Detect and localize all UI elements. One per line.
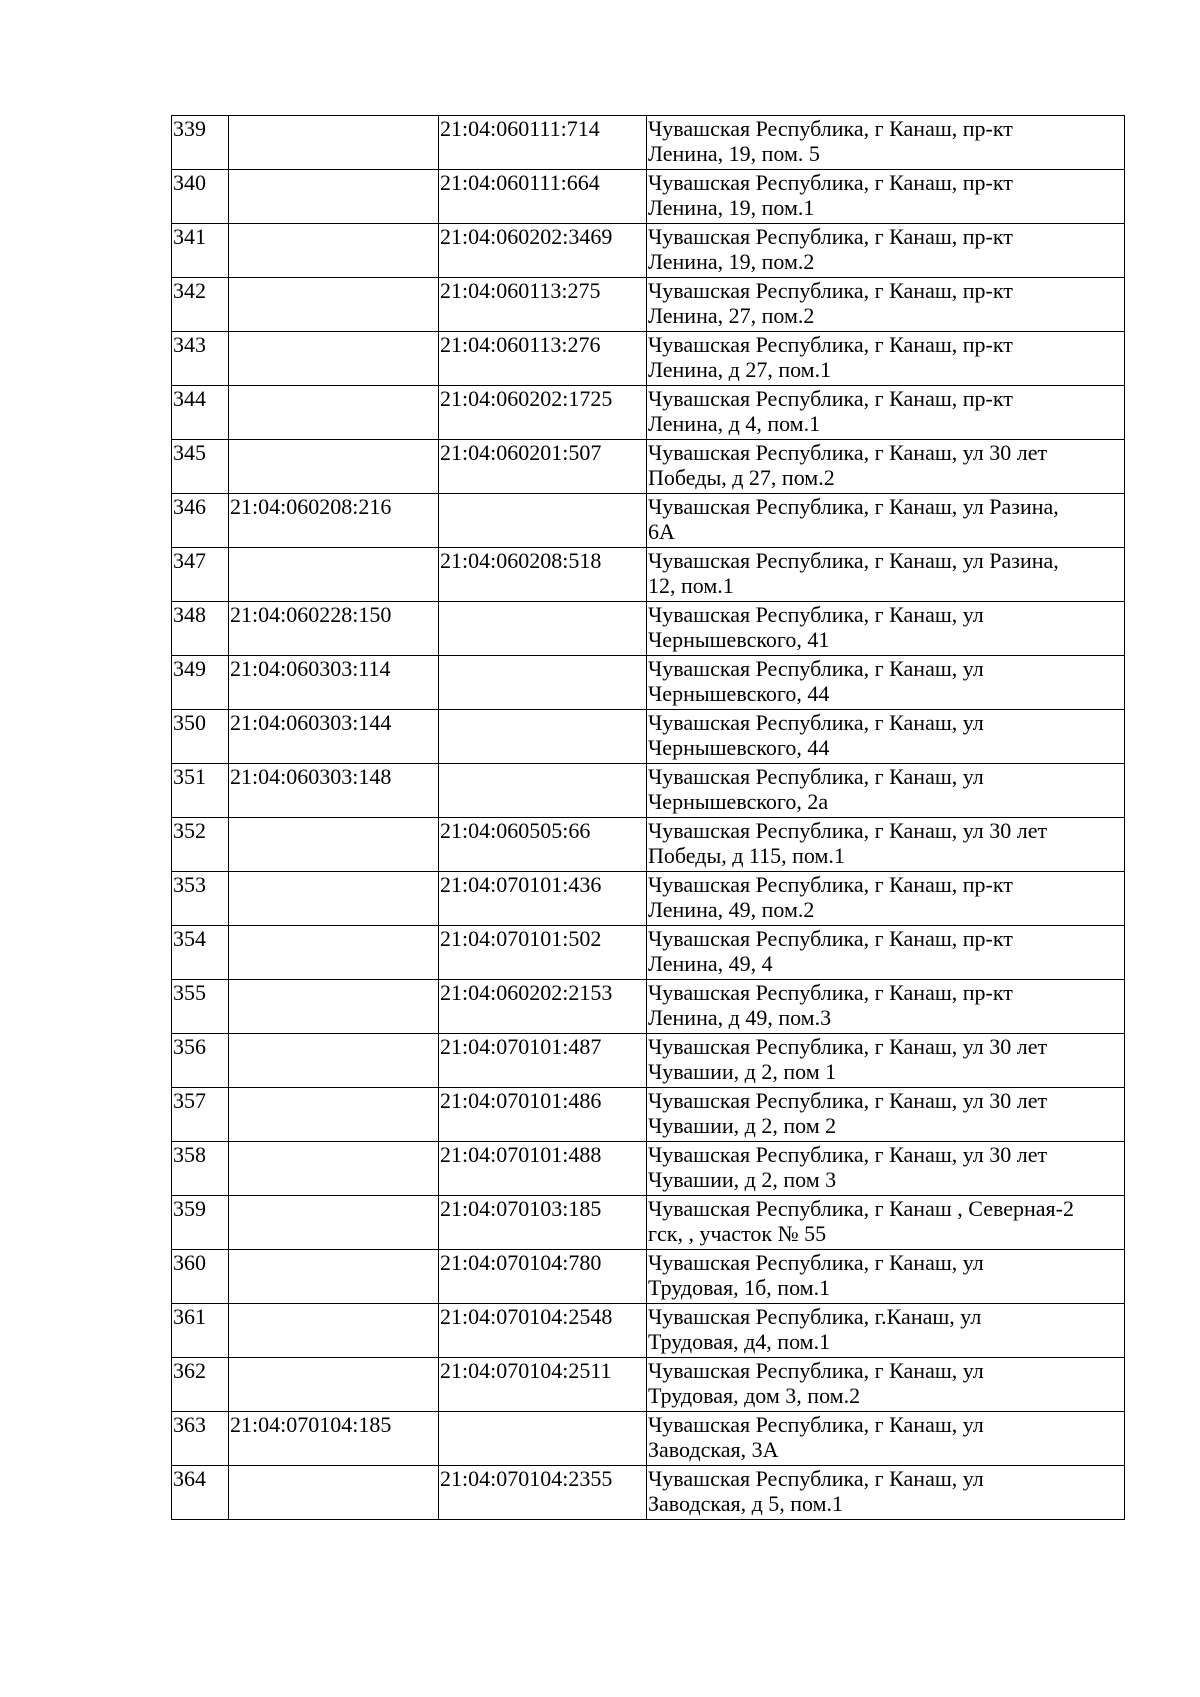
table-row xyxy=(172,1196,1125,1250)
row-number-cell: 357 xyxy=(172,1088,229,1142)
address-cell: Чувашская Республика, г Канаш, ул Трудовая, 1б, пом.1 xyxy=(647,1250,1125,1304)
land-cadastral-number-cell xyxy=(229,548,439,602)
object-cadastral-number-cell: 21:04:070103:185 xyxy=(439,1196,647,1250)
address-cell: Чувашская Республика, г Канаш, ул Трудовая, дом 3, пом.2 xyxy=(647,1358,1125,1412)
row-number-cell: 358 xyxy=(172,1142,229,1196)
land-cadastral-number-cell xyxy=(229,1196,439,1250)
address-cell: Чувашская Республика, г Канаш, ул 30 лет Чувашии, д 2, пом 3 xyxy=(647,1142,1125,1196)
row-number-cell: 361 xyxy=(172,1304,229,1358)
row-number-cell: 351 xyxy=(172,764,229,818)
row-number-cell: 354 xyxy=(172,926,229,980)
row-number-cell: 348 xyxy=(172,602,229,656)
address-cell: Чувашская Республика, г Канаш, пр-кт Ленина, д 27, пом.1 xyxy=(647,332,1125,386)
row-number-cell: 355 xyxy=(172,980,229,1034)
object-cadastral-number-cell xyxy=(439,764,647,818)
table-row xyxy=(172,116,1125,170)
land-cadastral-number-cell xyxy=(229,170,439,224)
object-cadastral-number-cell: 21:04:060113:275 xyxy=(439,278,647,332)
address-cell: Чувашская Республика, г Канаш, ул Разина, 12, пом.1 xyxy=(647,548,1125,602)
table-row xyxy=(172,224,1125,278)
row-number-cell: 359 xyxy=(172,1196,229,1250)
table-row xyxy=(172,1142,1125,1196)
address-cell: Чувашская Республика, г Канаш, пр-кт Ленина, д 4, пом.1 xyxy=(647,386,1125,440)
table-row xyxy=(172,656,1125,710)
address-cell: Чувашская Республика, г Канаш, ул Заводская, 3А xyxy=(647,1412,1125,1466)
row-number-cell: 363 xyxy=(172,1412,229,1466)
object-cadastral-number-cell: 21:04:070104:2548 xyxy=(439,1304,647,1358)
table-row xyxy=(172,494,1125,548)
row-number-cell: 353 xyxy=(172,872,229,926)
address-cell: Чувашская Республика, г.Канаш, ул Трудовая, д4, пом.1 xyxy=(647,1304,1125,1358)
row-number-cell: 346 xyxy=(172,494,229,548)
table-row xyxy=(172,1034,1125,1088)
land-cadastral-number-cell xyxy=(229,818,439,872)
land-cadastral-number-cell xyxy=(229,386,439,440)
land-cadastral-number-cell xyxy=(229,1250,439,1304)
row-number-cell: 364 xyxy=(172,1466,229,1520)
object-cadastral-number-cell: 21:04:060505:66 xyxy=(439,818,647,872)
land-cadastral-number-cell: 21:04:060303:114 xyxy=(229,656,439,710)
land-cadastral-number-cell xyxy=(229,1142,439,1196)
object-cadastral-number-cell: 21:04:060202:2153 xyxy=(439,980,647,1034)
table-row xyxy=(172,170,1125,224)
table-row xyxy=(172,602,1125,656)
object-cadastral-number-cell: 21:04:060201:507 xyxy=(439,440,647,494)
object-cadastral-number-cell: 21:04:060202:3469 xyxy=(439,224,647,278)
object-cadastral-number-cell: 21:04:070101:486 xyxy=(439,1088,647,1142)
land-cadastral-number-cell: 21:04:060228:150 xyxy=(229,602,439,656)
object-cadastral-number-cell: 21:04:060208:518 xyxy=(439,548,647,602)
address-cell: Чувашская Республика, г Канаш, пр-кт Ленина, 19, пом. 5 xyxy=(647,116,1125,170)
object-cadastral-number-cell: 21:04:070101:436 xyxy=(439,872,647,926)
object-cadastral-number-cell xyxy=(439,656,647,710)
object-cadastral-number-cell: 21:04:060113:276 xyxy=(439,332,647,386)
land-cadastral-number-cell xyxy=(229,1358,439,1412)
row-number-cell: 343 xyxy=(172,332,229,386)
land-cadastral-number-cell xyxy=(229,872,439,926)
address-cell: Чувашская Республика, г Канаш, ул 30 лет Чувашии, д 2, пом 2 xyxy=(647,1088,1125,1142)
address-cell: Чувашская Республика, г Канаш, ул Заводская, д 5, пом.1 xyxy=(647,1466,1125,1520)
land-cadastral-number-cell: 21:04:070104:185 xyxy=(229,1412,439,1466)
land-cadastral-number-cell xyxy=(229,1088,439,1142)
object-cadastral-number-cell xyxy=(439,710,647,764)
object-cadastral-number-cell: 21:04:060202:1725 xyxy=(439,386,647,440)
row-number-cell: 340 xyxy=(172,170,229,224)
row-number-cell: 352 xyxy=(172,818,229,872)
table-row xyxy=(172,926,1125,980)
object-cadastral-number-cell xyxy=(439,602,647,656)
land-cadastral-number-cell xyxy=(229,116,439,170)
row-number-cell: 341 xyxy=(172,224,229,278)
address-cell: Чувашская Республика, г Канаш, пр-кт Ленина, 49, 4 xyxy=(647,926,1125,980)
address-cell: Чувашская Республика, г Канаш, ул Чернышевского, 41 xyxy=(647,602,1125,656)
land-cadastral-number-cell: 21:04:060303:148 xyxy=(229,764,439,818)
table-row xyxy=(172,1250,1125,1304)
table-row xyxy=(172,1466,1125,1520)
address-cell: Чувашская Республика, г Канаш, ул 30 лет Чувашии, д 2, пом 1 xyxy=(647,1034,1125,1088)
table-row xyxy=(172,278,1125,332)
table-row xyxy=(172,332,1125,386)
row-number-cell: 345 xyxy=(172,440,229,494)
object-cadastral-number-cell xyxy=(439,1412,647,1466)
object-cadastral-number-cell: 21:04:060111:714 xyxy=(439,116,647,170)
row-number-cell: 349 xyxy=(172,656,229,710)
address-cell: Чувашская Республика, г Канаш, пр-кт Ленина, 19, пом.2 xyxy=(647,224,1125,278)
table-row xyxy=(172,1088,1125,1142)
table-row xyxy=(172,440,1125,494)
row-number-cell: 342 xyxy=(172,278,229,332)
address-cell: Чувашская Республика, г Канаш, ул Чернышевского, 44 xyxy=(647,656,1125,710)
address-cell: Чувашская Республика, г Канаш, ул Чернышевского, 2а xyxy=(647,764,1125,818)
address-cell: Чувашская Республика, г Канаш, ул 30 лет Победы, д 27, пом.2 xyxy=(647,440,1125,494)
object-cadastral-number-cell: 21:04:070101:488 xyxy=(439,1142,647,1196)
table-row xyxy=(172,818,1125,872)
address-cell: Чувашская Республика, г Канаш, ул 30 лет Победы, д 115, пом.1 xyxy=(647,818,1125,872)
object-cadastral-number-cell: 21:04:070101:487 xyxy=(439,1034,647,1088)
address-cell: Чувашская Республика, г Канаш , Северная-2 гск, , участок № 55 xyxy=(647,1196,1125,1250)
land-cadastral-number-cell xyxy=(229,332,439,386)
table-row xyxy=(172,980,1125,1034)
land-cadastral-number-cell: 21:04:060208:216 xyxy=(229,494,439,548)
object-cadastral-number-cell: 21:04:070104:2355 xyxy=(439,1466,647,1520)
land-cadastral-number-cell xyxy=(229,926,439,980)
table-row xyxy=(172,872,1125,926)
row-number-cell: 344 xyxy=(172,386,229,440)
object-cadastral-number-cell: 21:04:070104:780 xyxy=(439,1250,647,1304)
row-number-cell: 356 xyxy=(172,1034,229,1088)
land-cadastral-number-cell xyxy=(229,278,439,332)
address-cell: Чувашская Республика, г Канаш, пр-кт Ленина, 27, пом.2 xyxy=(647,278,1125,332)
table-row xyxy=(172,764,1125,818)
object-cadastral-number-cell: 21:04:070101:502 xyxy=(439,926,647,980)
object-cadastral-number-cell xyxy=(439,494,647,548)
address-cell: Чувашская Республика, г Канаш, пр-кт Ленина, д 49, пом.3 xyxy=(647,980,1125,1034)
address-cell: Чувашская Республика, г Канаш, ул Разина, 6А xyxy=(647,494,1125,548)
table-row xyxy=(172,710,1125,764)
land-cadastral-number-cell xyxy=(229,1466,439,1520)
land-cadastral-number-cell xyxy=(229,980,439,1034)
property-registry-table xyxy=(171,115,1125,1520)
land-cadastral-number-cell xyxy=(229,224,439,278)
address-cell: Чувашская Республика, г Канаш, пр-кт Ленина, 19, пом.1 xyxy=(647,170,1125,224)
table-row xyxy=(172,1358,1125,1412)
object-cadastral-number-cell: 21:04:060111:664 xyxy=(439,170,647,224)
land-cadastral-number-cell: 21:04:060303:144 xyxy=(229,710,439,764)
land-cadastral-number-cell xyxy=(229,1304,439,1358)
row-number-cell: 347 xyxy=(172,548,229,602)
table-row xyxy=(172,1304,1125,1358)
row-number-cell: 350 xyxy=(172,710,229,764)
table-row xyxy=(172,548,1125,602)
row-number-cell: 362 xyxy=(172,1358,229,1412)
land-cadastral-number-cell xyxy=(229,440,439,494)
row-number-cell: 360 xyxy=(172,1250,229,1304)
row-number-cell: 339 xyxy=(172,116,229,170)
registry-table-body xyxy=(172,116,1125,1520)
land-cadastral-number-cell xyxy=(229,1034,439,1088)
table-row xyxy=(172,386,1125,440)
address-cell: Чувашская Республика, г Канаш, пр-кт Ленина, 49, пом.2 xyxy=(647,872,1125,926)
table-row xyxy=(172,1412,1125,1466)
address-cell: Чувашская Республика, г Канаш, ул Чернышевского, 44 xyxy=(647,710,1125,764)
object-cadastral-number-cell: 21:04:070104:2511 xyxy=(439,1358,647,1412)
